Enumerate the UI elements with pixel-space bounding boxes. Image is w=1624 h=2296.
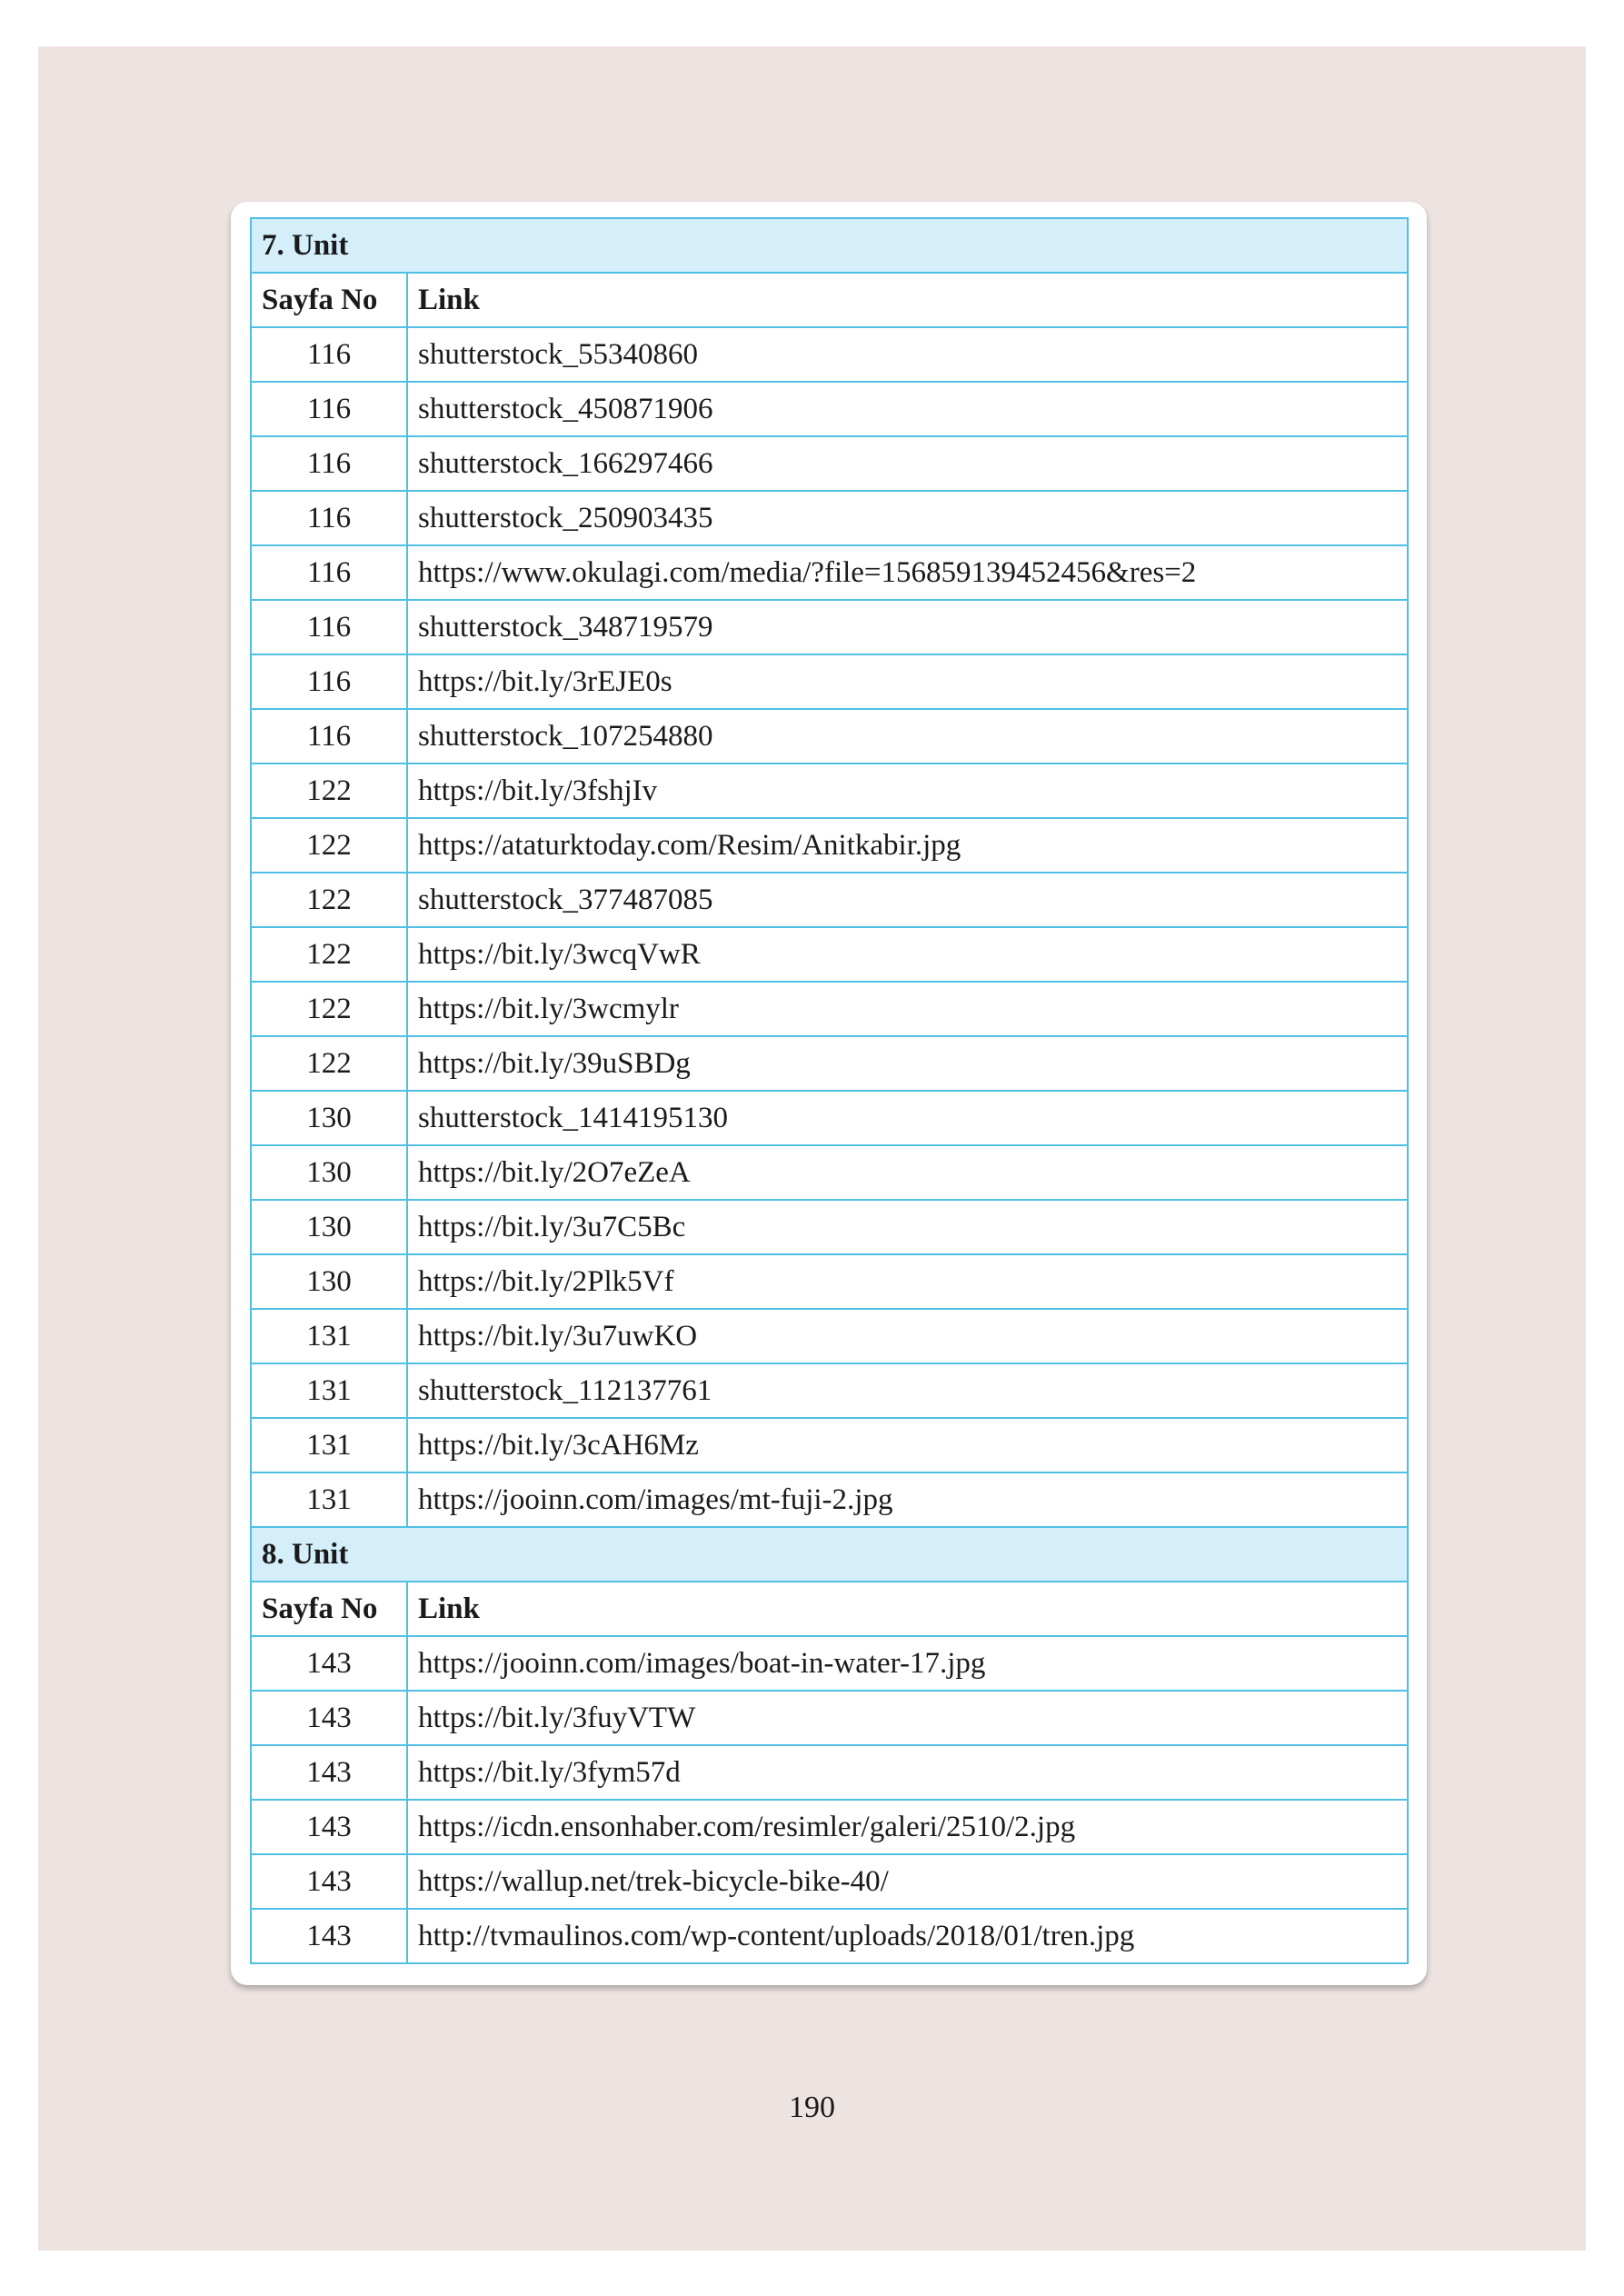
links-table bbox=[250, 217, 1409, 1964]
link-cell: shutterstock_348719579 bbox=[407, 600, 1408, 654]
table-row bbox=[251, 1636, 1408, 1691]
page-number-cell: 143 bbox=[251, 1800, 407, 1854]
link-cell: shutterstock_450871906 bbox=[407, 382, 1408, 436]
column-header-link: Link bbox=[407, 1582, 1408, 1636]
table-row bbox=[251, 1145, 1408, 1200]
page-number-cell: 130 bbox=[251, 1200, 407, 1254]
table-row bbox=[251, 873, 1408, 927]
table-row bbox=[251, 818, 1408, 873]
table-row bbox=[251, 1745, 1408, 1800]
table-row bbox=[251, 436, 1408, 491]
table-row bbox=[251, 1472, 1408, 1527]
column-header-row bbox=[251, 1582, 1408, 1636]
table-row bbox=[251, 491, 1408, 545]
link-cell: shutterstock_377487085 bbox=[407, 873, 1408, 927]
link-cell: https://bit.ly/3wcmylr bbox=[407, 982, 1408, 1036]
link-cell: https://bit.ly/3u7C5Bc bbox=[407, 1200, 1408, 1254]
link-cell: https://bit.ly/3wcqVwR bbox=[407, 927, 1408, 982]
table-row bbox=[251, 1854, 1408, 1909]
table-row bbox=[251, 1091, 1408, 1145]
table-row bbox=[251, 382, 1408, 436]
column-header-link: Link bbox=[407, 273, 1408, 327]
table-row bbox=[251, 709, 1408, 764]
page-number-cell: 116 bbox=[251, 654, 407, 709]
page-number-cell: 143 bbox=[251, 1745, 407, 1800]
page-number-cell: 122 bbox=[251, 873, 407, 927]
table-row bbox=[251, 1036, 1408, 1091]
page-number-cell: 122 bbox=[251, 818, 407, 873]
link-cell: shutterstock_55340860 bbox=[407, 327, 1408, 382]
page-number-cell: 130 bbox=[251, 1145, 407, 1200]
table-row bbox=[251, 327, 1408, 382]
page-number-cell: 116 bbox=[251, 382, 407, 436]
table-row bbox=[251, 1200, 1408, 1254]
page-number-cell: 143 bbox=[251, 1854, 407, 1909]
column-header-page: Sayfa No bbox=[251, 273, 407, 327]
link-cell: https://bit.ly/3cAH6Mz bbox=[407, 1418, 1408, 1472]
unit-title: 7. Unit bbox=[251, 218, 1408, 273]
page-number-cell: 131 bbox=[251, 1363, 407, 1418]
page-number-cell: 122 bbox=[251, 927, 407, 982]
page-number: 190 bbox=[789, 2091, 835, 2124]
page-number-cell: 116 bbox=[251, 545, 407, 600]
link-cell: https://bit.ly/3u7uwKO bbox=[407, 1309, 1408, 1363]
page-number-cell: 130 bbox=[251, 1091, 407, 1145]
table-row bbox=[251, 927, 1408, 982]
link-cell: http://tvmaulinos.com/wp-content/uploads/2018/01/tren.jpg bbox=[407, 1909, 1408, 1963]
table-row bbox=[251, 1309, 1408, 1363]
link-cell: https://jooinn.com/images/mt-fuji-2.jpg bbox=[407, 1472, 1408, 1527]
link-cell: https://www.okulagi.com/media/?file=156859139452456&res=2 bbox=[407, 545, 1408, 600]
link-cell: https://jooinn.com/images/boat-in-water-17.jpg bbox=[407, 1636, 1408, 1691]
page-number-cell: 122 bbox=[251, 982, 407, 1036]
link-cell: https://icdn.ensonhaber.com/resimler/galeri/2510/2.jpg bbox=[407, 1800, 1408, 1854]
table-row bbox=[251, 1254, 1408, 1309]
page-number-cell: 143 bbox=[251, 1691, 407, 1745]
page-number-cell: 131 bbox=[251, 1472, 407, 1527]
link-cell: shutterstock_166297466 bbox=[407, 436, 1408, 491]
page-number-cell: 131 bbox=[251, 1418, 407, 1472]
link-cell: shutterstock_250903435 bbox=[407, 491, 1408, 545]
page-number-cell: 122 bbox=[251, 1036, 407, 1091]
table-row bbox=[251, 1363, 1408, 1418]
link-cell: https://bit.ly/2O7eZeA bbox=[407, 1145, 1408, 1200]
unit-title: 8. Unit bbox=[251, 1527, 1408, 1582]
page-number-cell: 116 bbox=[251, 327, 407, 382]
page-number-cell: 143 bbox=[251, 1909, 407, 1963]
link-cell: https://bit.ly/3fym57d bbox=[407, 1745, 1408, 1800]
table-row bbox=[251, 1418, 1408, 1472]
page-number-cell: 143 bbox=[251, 1636, 407, 1691]
link-cell: shutterstock_107254880 bbox=[407, 709, 1408, 764]
page-number-cell: 130 bbox=[251, 1254, 407, 1309]
link-cell: shutterstock_1414195130 bbox=[407, 1091, 1408, 1145]
table-row bbox=[251, 1909, 1408, 1963]
link-cell: https://bit.ly/3fuyVTW bbox=[407, 1691, 1408, 1745]
link-cell: https://bit.ly/2Plk5Vf bbox=[407, 1254, 1408, 1309]
table-row bbox=[251, 654, 1408, 709]
table-row bbox=[251, 764, 1408, 818]
page-number-cell: 116 bbox=[251, 709, 407, 764]
link-cell: https://bit.ly/3rEJE0s bbox=[407, 654, 1408, 709]
table-row bbox=[251, 1800, 1408, 1854]
links-table-body bbox=[251, 218, 1408, 1963]
column-header-row bbox=[251, 273, 1408, 327]
table-row bbox=[251, 1691, 1408, 1745]
link-cell: https://bit.ly/39uSBDg bbox=[407, 1036, 1408, 1091]
link-cell: shutterstock_112137761 bbox=[407, 1363, 1408, 1418]
table-row bbox=[251, 545, 1408, 600]
table-row bbox=[251, 982, 1408, 1036]
column-header-page: Sayfa No bbox=[251, 1582, 407, 1636]
page-number-cell: 131 bbox=[251, 1309, 407, 1363]
link-cell: https://bit.ly/3fshjIv bbox=[407, 764, 1408, 818]
table-row bbox=[251, 600, 1408, 654]
link-cell: https://ataturktoday.com/Resim/Anitkabir.jpg bbox=[407, 818, 1408, 873]
page-number-cell: 116 bbox=[251, 436, 407, 491]
link-cell: https://wallup.net/trek-bicycle-bike-40/ bbox=[407, 1854, 1408, 1909]
unit-header-row bbox=[251, 1527, 1408, 1582]
page-number-cell: 116 bbox=[251, 491, 407, 545]
page-number-cell: 116 bbox=[251, 600, 407, 654]
unit-header-row bbox=[251, 218, 1408, 273]
page-number-cell: 122 bbox=[251, 764, 407, 818]
